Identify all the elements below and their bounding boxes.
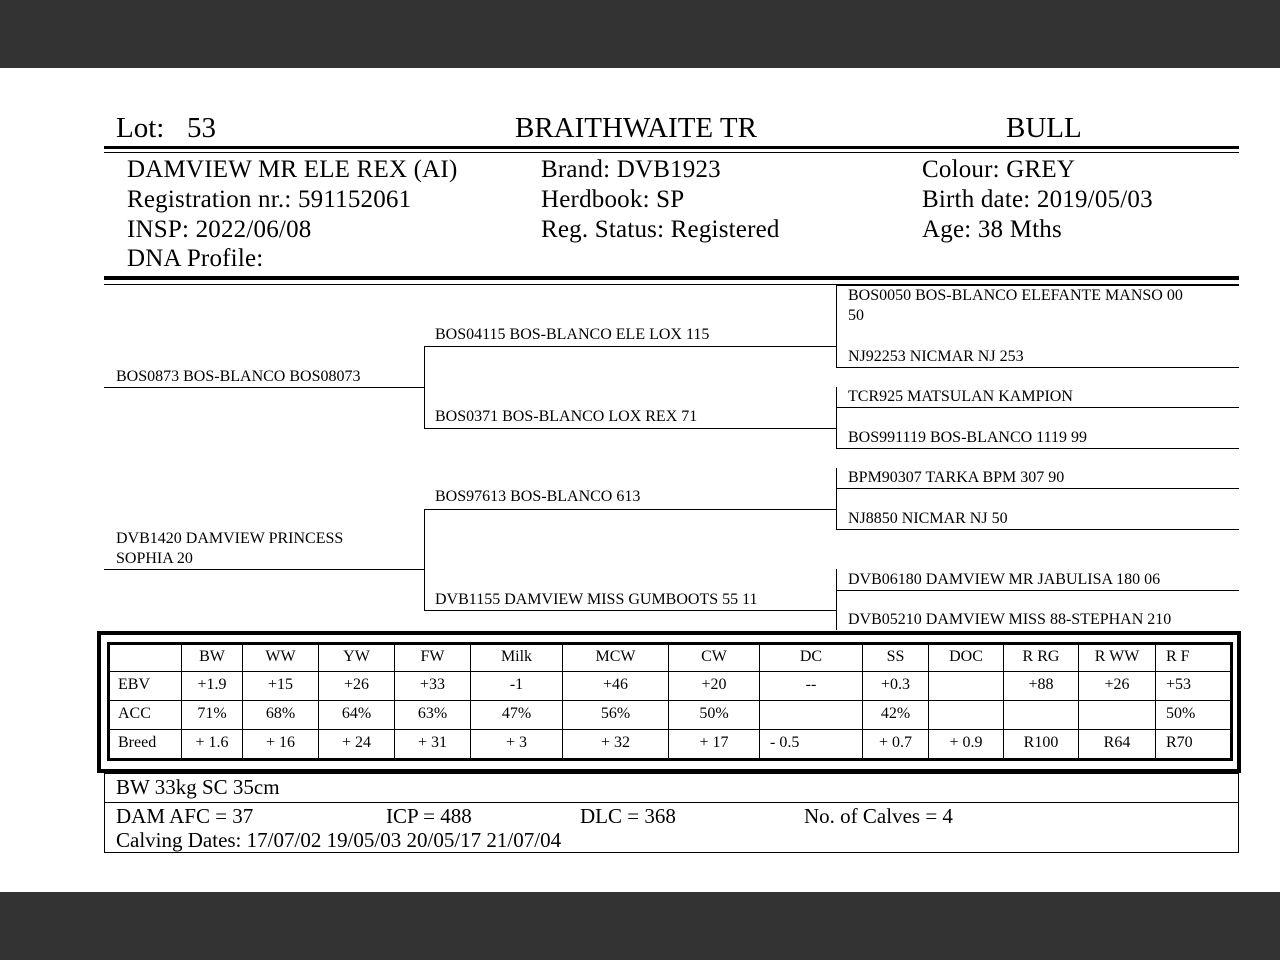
ebv-cell: + 16 (243, 730, 319, 760)
ebv-cell (929, 672, 1004, 701)
pedigree-line-gg5 (836, 488, 1239, 489)
ebv-header-cell: Milk (471, 644, 563, 672)
pedigree-bracket-dam (424, 509, 425, 610)
pedigree-line-gg2 (836, 367, 1239, 368)
ebv-header-cell: R RG (1004, 644, 1079, 672)
pedigree-gg8: DVB05210 DAMVIEW MISS 88-STEPHAN 210 (848, 611, 1172, 628)
ebv-header-cell: DC (760, 644, 863, 672)
ebv-cell: + 0.9 (929, 730, 1004, 760)
ebv-cell: R64 (1079, 730, 1156, 760)
pedigree-line-gg4 (836, 448, 1239, 449)
pedigree-gg2: NJ92253 NICMAR NJ 253 (848, 348, 1024, 365)
ebv-cell: 63% (395, 701, 471, 730)
lot-number: 53 (187, 112, 216, 144)
ebv-cell: + 1.6 (182, 730, 243, 760)
pedigree-gg5: BPM90307 TARKA BPM 307 90 (848, 469, 1065, 486)
ebv-row-label: ACC (109, 701, 182, 730)
ebv-cell: +15 (243, 672, 319, 701)
ebv-header-row (109, 644, 1232, 672)
colour: Colour: GREY (922, 156, 1076, 183)
owner-name: BRAITHWAITE TR (515, 112, 757, 144)
pedigree-dam-dam: DVB1155 DAMVIEW MISS GUMBOOTS 55 11 (435, 591, 758, 608)
dna-profile: DNA Profile: (127, 245, 264, 272)
ebv-cell: 71% (182, 701, 243, 730)
pedigree-sire-dam: BOS0371 BOS-BLANCO LOX REX 71 (435, 408, 698, 425)
ebv-header-cell (109, 644, 182, 672)
pedigree-line-dam-sire (424, 509, 836, 510)
pedigree-bracket-gg2 (836, 387, 837, 448)
ebv-header-cell: R WW (1079, 644, 1156, 672)
ebv-header-cell: DOC (929, 644, 1004, 672)
pedigree-dam-sire: BOS97613 BOS-BLANCO 613 (435, 488, 641, 505)
pedigree-line-sire-sire (424, 346, 836, 347)
pedigree-bracket-sire (424, 346, 425, 428)
ebv-cell (929, 701, 1004, 730)
ebv-cell: +1.9 (182, 672, 243, 701)
herdbook: Herdbook: SP (541, 186, 685, 213)
pedigree-line-dam (104, 569, 424, 570)
ebv-header-cell: YW (319, 644, 395, 672)
ebv-header-cell: WW (243, 644, 319, 672)
ebv-cell: - 0.5 (760, 730, 863, 760)
pedigree-gg6: NJ8850 NICMAR NJ 50 (848, 510, 1008, 527)
ebv-cell (1079, 701, 1156, 730)
dam-afc: DAM AFC = 37 (116, 804, 254, 828)
ebv-cell: -- (760, 672, 863, 701)
ebv-cell: +53 (1156, 672, 1232, 701)
ebv-header-cell: MCW (563, 644, 669, 672)
pedigree-line-sire-dam (424, 428, 836, 429)
ebv-cell: 42% (863, 701, 929, 730)
ebv-header-cell: FW (395, 644, 471, 672)
measurements: BW 33kg SC 35cm (116, 775, 280, 799)
ebv-cell: +26 (1079, 672, 1156, 701)
pedigree-gg1-line1: BOS0050 BOS-BLANCO ELEFANTE MANSO 00 (848, 287, 1183, 304)
pedigree-line-gg7 (836, 590, 1239, 591)
icp: ICP = 488 (386, 804, 472, 828)
pedigree-bracket-gg4 (836, 569, 837, 630)
pedigree-line-gg6 (836, 529, 1239, 530)
ebv-cell: + 24 (319, 730, 395, 760)
ebv-cell: +26 (319, 672, 395, 701)
ebv-row-acc (109, 701, 1232, 730)
pedigree-line-sire (104, 387, 424, 388)
ebv-cell: R70 (1156, 730, 1232, 760)
ebv-cell: 50% (1156, 701, 1232, 730)
inspection-date: INSP: 2022/06/08 (127, 216, 312, 243)
ebv-cell: + 31 (395, 730, 471, 760)
ebv-table (107, 642, 1233, 761)
brand: Brand: DVB1923 (541, 156, 721, 183)
ebv-cell: R100 (1004, 730, 1079, 760)
sex-label: BULL (1006, 112, 1082, 144)
info-rule-bottom (104, 276, 1239, 280)
ebv-row-label: EBV (109, 672, 182, 701)
lot-label: Lot: (116, 112, 165, 144)
ebv-cell: +88 (1004, 672, 1079, 701)
pedigree-dam-line2: SOPHIA 20 (116, 550, 193, 567)
ebv-cell: + 32 (563, 730, 669, 760)
pedigree-dam-line1: DVB1420 DAMVIEW PRINCESS (116, 530, 344, 547)
header-rule-top (104, 146, 1239, 149)
ebv-cell: +20 (669, 672, 760, 701)
pedigree-line-gg1 (836, 285, 1239, 286)
ebv-cell: 64% (319, 701, 395, 730)
top-band (0, 0, 1280, 68)
ebv-cell (760, 701, 863, 730)
age: Age: 38 Mths (922, 216, 1062, 243)
number-of-calves: No. of Calves = 4 (804, 804, 953, 828)
ebv-header-cell: BW (182, 644, 243, 672)
ebv-cell: 56% (563, 701, 669, 730)
ebv-cell: 68% (243, 701, 319, 730)
ebv-cell: 50% (669, 701, 760, 730)
pedigree-bracket-gg1 (836, 285, 837, 367)
ebv-cell: 47% (471, 701, 563, 730)
ebv-cell (1004, 701, 1079, 730)
calving-dates: Calving Dates: 17/07/02 19/05/03 20/05/17 21/07/04 (116, 828, 562, 852)
ebv-cell: + 17 (669, 730, 760, 760)
ebv-header-cell: SS (863, 644, 929, 672)
registration-status: Reg. Status: Registered (541, 216, 780, 243)
ebv-cell: + 0.7 (863, 730, 929, 760)
pedigree-gg3: TCR925 MATSULAN KAMPION (848, 388, 1073, 405)
dlc: DLC = 368 (580, 804, 676, 828)
pedigree-gg7: DVB06180 DAMVIEW MR JABULISA 180 06 (848, 571, 1161, 588)
header-rule-thin (104, 152, 1239, 153)
pedigree-line-dam-dam (424, 610, 836, 611)
pedigree-gg4: BOS991119 BOS-BLANCO 1119 99 (848, 429, 1087, 446)
ebv-cell: +46 (563, 672, 669, 701)
birth-date: Birth date: 2019/05/03 (922, 186, 1153, 213)
pedigree-line-gg3 (836, 407, 1239, 408)
ebv-header-cell: CW (669, 644, 760, 672)
bottom-band (0, 892, 1280, 960)
ebv-row-ebv (109, 672, 1232, 701)
pedigree-sire-sire: BOS04115 BOS-BLANCO ELE LOX 115 (435, 326, 710, 343)
footer-divider (104, 802, 1239, 803)
ebv-cell: +0.3 (863, 672, 929, 701)
ebv-row-label: Breed (109, 730, 182, 760)
registration-number: Registration nr.: 591152061 (127, 186, 412, 213)
ebv-cell: -1 (471, 672, 563, 701)
pedigree-gg1-line2: 50 (848, 307, 864, 324)
animal-name: DAMVIEW MR ELE REX (AI) (127, 156, 458, 183)
ebv-row-breed (109, 730, 1232, 760)
pedigree-bracket-gg3 (836, 468, 837, 529)
pedigree-sire: BOS0873 BOS-BLANCO BOS08073 (116, 368, 361, 385)
ebv-cell: + 3 (471, 730, 563, 760)
ebv-cell: +33 (395, 672, 471, 701)
ebv-header-cell: R F (1156, 644, 1232, 672)
